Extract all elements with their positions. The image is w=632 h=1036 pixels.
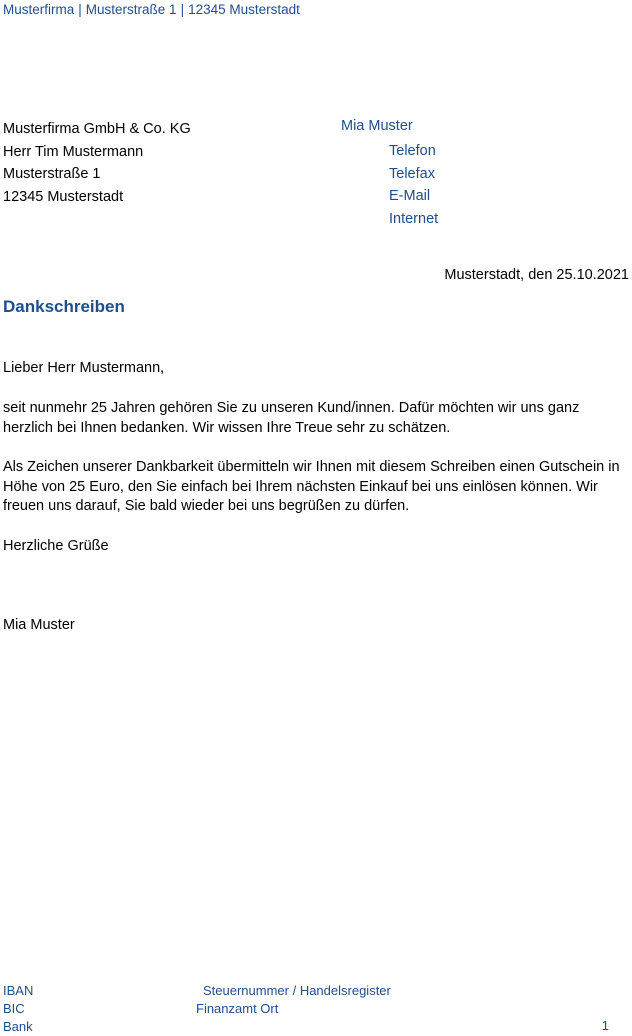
contact-internet-label: Internet	[389, 210, 439, 227]
date-line: Musterstadt, den 25.10.2021	[444, 267, 629, 283]
contact-info	[389, 140, 438, 230]
body-paragraph-2: Als Zeichen unserer Dankbarkeit übermitteln wir Ihnen mit diesem Schreiben einen Gutschein in Höhe von 25 Euro, den Sie einfach bei Ihrem nächsten Einkauf bei uns einlösen können. Wir freuen uns darauf, Sie bald wieder bei uns begrüßen zu dürfen.	[3, 459, 620, 514]
signature-name: Mia Muster	[3, 617, 75, 633]
recipient-name: Herr Tim Mustermann	[3, 143, 144, 160]
footer-bank: Bank	[3, 1019, 33, 1034]
footer-bic: BIC	[3, 1001, 25, 1016]
closing-greeting: Herzliche Grüße	[3, 538, 109, 554]
body-paragraph-1: seit nunmehr 25 Jahren gehören Sie zu unseren Kund/innen. Dafür möchten wir uns ganz herzlich bei Ihnen bedanken. Wir wissen Ihre Treue sehr zu schätzen.	[3, 400, 580, 436]
contact-fax-label: Telefax	[389, 165, 435, 182]
sender-company: Musterfirma	[3, 2, 75, 17]
recipient-company: Musterfirma GmbH & Co. KG	[3, 121, 191, 137]
footer-iban: IBAN	[3, 983, 34, 998]
sender-address-line	[3, 2, 300, 17]
page-number: 1	[601, 1018, 609, 1033]
recipient-address	[3, 118, 191, 208]
sender-street: Musterstraße 1	[85, 2, 177, 17]
footer-tax-label: Steuernummer / Handelsregister	[203, 983, 391, 998]
salutation: Lieber Herr Mustermann,	[3, 360, 165, 376]
contact-name: Mia Muster	[341, 118, 413, 134]
footer-tax-office: Finanzamt Ort	[196, 1001, 279, 1016]
footer-bank-info	[3, 982, 33, 1036]
recipient-city: 12345 Musterstadt	[3, 188, 124, 205]
separator: |	[180, 2, 185, 17]
contact-phone-label: Telefon	[389, 143, 436, 159]
sender-city: 12345 Musterstadt	[188, 2, 300, 17]
separator: |	[78, 2, 82, 17]
subject-heading: Dankschreiben	[3, 297, 125, 316]
contact-email-label: E-Mail	[389, 188, 431, 204]
recipient-street: Musterstraße 1	[3, 166, 101, 182]
